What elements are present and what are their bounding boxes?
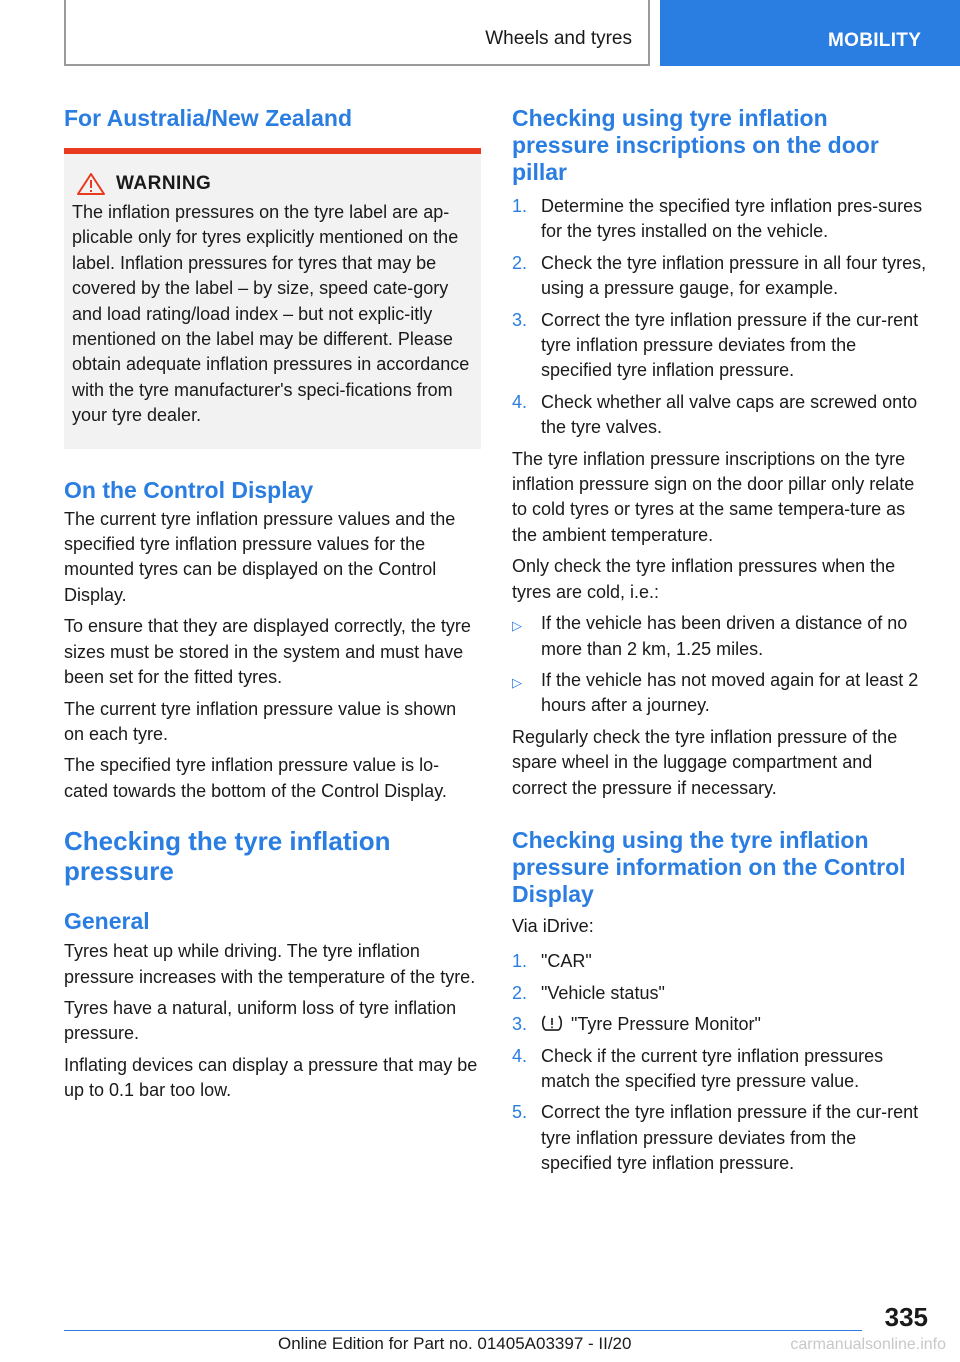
footer-edition: Online Edition for Part no. 01405A03397 - II/20	[278, 1334, 632, 1353]
paragraph: Via iDrive:	[512, 915, 594, 936]
step-text-container	[541, 1012, 928, 1037]
tyre-pressure-warning-icon	[541, 1013, 563, 1033]
paragraph: Inflating devices can display a pressure that may be up to 0.1 bar too low.	[64, 1054, 478, 1101]
paragraph: Tyres heat up while driving. The tyre inflation pressure increases with the temperature of the tyre.	[64, 941, 476, 987]
step-number: 4.	[512, 391, 528, 412]
list-item	[512, 1044, 928, 1095]
watermark: carmanualsonline.info	[790, 1336, 946, 1353]
list-item	[512, 949, 928, 974]
warning-title: WARNING	[116, 173, 212, 194]
step-text: "Tyre Pressure Monitor"	[571, 1014, 761, 1035]
bullet-triangle-icon: ▷	[512, 674, 522, 690]
step-number: 5.	[512, 1102, 528, 1123]
step-text: "Vehicle status"	[541, 982, 665, 1003]
header-section-box	[64, 0, 650, 66]
header-chapter-tab	[660, 0, 960, 66]
list-item	[512, 308, 928, 384]
heading-control-display: On the Control Display	[64, 476, 314, 503]
paragraph: Tyres have a natural, uniform loss of tyre inflation pressure.	[64, 997, 457, 1044]
step-number: 1.	[512, 196, 528, 216]
heading-australia-nz: For Australia/New Zealand	[64, 105, 352, 131]
step-number: 3.	[512, 1014, 528, 1035]
step-text: Check whether all valve caps are screwed onto the tyre valves.	[541, 391, 918, 438]
heading-checking-pressure: Checking the tyre inflation pressure	[64, 826, 391, 887]
step-text: Check the tyre inflation pressure in all four tyres, using a pressure gauge, for example.	[541, 252, 927, 299]
list-item	[512, 251, 928, 302]
page-number: 335	[884, 1302, 928, 1332]
heading-control-display-check: Checking using the tyre inflation pressure information on the Control Display	[512, 826, 906, 907]
list-item	[512, 668, 928, 719]
step-text: "CAR"	[541, 951, 592, 972]
footer-divider	[64, 1330, 862, 1331]
step-text: Determine the specified tyre inflation pres-sures for the tyres installed on the vehicle.	[541, 196, 923, 242]
heading-general: General	[64, 908, 150, 935]
step-number: 2.	[512, 982, 528, 1003]
step-text: Correct the tyre inflation pressure if the cur-rent tyre inflation pressure deviates from the specified tyre inflation pressure.	[541, 1102, 919, 1174]
step-number: 3.	[512, 309, 528, 330]
paragraph: To ensure that they are displayed correctly, the tyre sizes must be stored in the system and must have been set for the fitted tyres.	[64, 616, 471, 688]
list-item	[512, 1012, 928, 1037]
step-number: 2.	[512, 252, 528, 273]
paragraph: The current tyre inflation pressure value is shown on each tyre.	[64, 698, 457, 744]
list-item	[512, 611, 928, 662]
bullet-text: If the vehicle has not moved again for at least 2 hours after a journey.	[541, 669, 919, 716]
idrive-steps	[512, 949, 928, 1176]
list-item	[512, 390, 928, 441]
warning-text: The inflation pressures on the tyre label are ap-plicable only for tyres explicitly mentioned on the label. Inflation pressures for tyres that may be covered by the label – by size, speed cate-gory and load rating/load index – but not explic-itly mentioned on the label may be different. Please obtain adequate inflation pressures in accordance with the tyre manufacturer's speci-fications from your tyre dealer.	[72, 202, 470, 426]
warning-box	[64, 154, 481, 449]
paragraph: The current tyre inflation pressure values and the specified tyre inflation pressure values for the mounted tyres can be displayed on the Control Display.	[64, 508, 456, 605]
step-text: Correct the tyre inflation pressure if the cur-rent tyre inflation pressure deviates from the specified tyre inflation pressure.	[541, 309, 919, 381]
step-number: 4.	[512, 1045, 528, 1066]
heading-door-pillar: Checking using tyre inflation pressure inscriptions on the door pillar	[512, 105, 879, 185]
cold-tyre-bullets	[512, 611, 928, 719]
list-item	[512, 194, 928, 245]
right-column	[512, 100, 928, 1183]
left-column	[64, 100, 481, 1110]
paragraph: Regularly check the tyre inflation pressure of the spare wheel in the luggage compartment and correct the pressure if necessary.	[512, 726, 898, 798]
paragraph: The tyre inflation pressure inscriptions on the tyre inflation pressure sign on the door pillar only relate to cold tyres or tyres at the same tempera-ture as the ambient temperature.	[512, 448, 915, 545]
warning-triangle-icon	[76, 172, 106, 196]
bullet-triangle-icon: ▷	[512, 618, 522, 634]
paragraph: The specified tyre inflation pressure value is lo-cated towards the bottom of the Control Display.	[64, 755, 447, 801]
header-chapter-title: MOBILITY	[828, 30, 922, 51]
list-item	[512, 981, 928, 1006]
header-section-title: Wheels and tyres	[485, 28, 632, 49]
list-item	[512, 1100, 928, 1176]
step-number: 1.	[512, 951, 528, 972]
paragraph: Only check the tyre inflation pressures when the tyres are cold, i.e.:	[512, 556, 896, 602]
step-text: Check if the current tyre inflation pressures match the specified tyre pressure value.	[541, 1045, 884, 1091]
door-pillar-steps	[512, 194, 928, 441]
bullet-text: If the vehicle has been driven a distance of no more than 2 km, 1.25 miles.	[541, 613, 908, 659]
